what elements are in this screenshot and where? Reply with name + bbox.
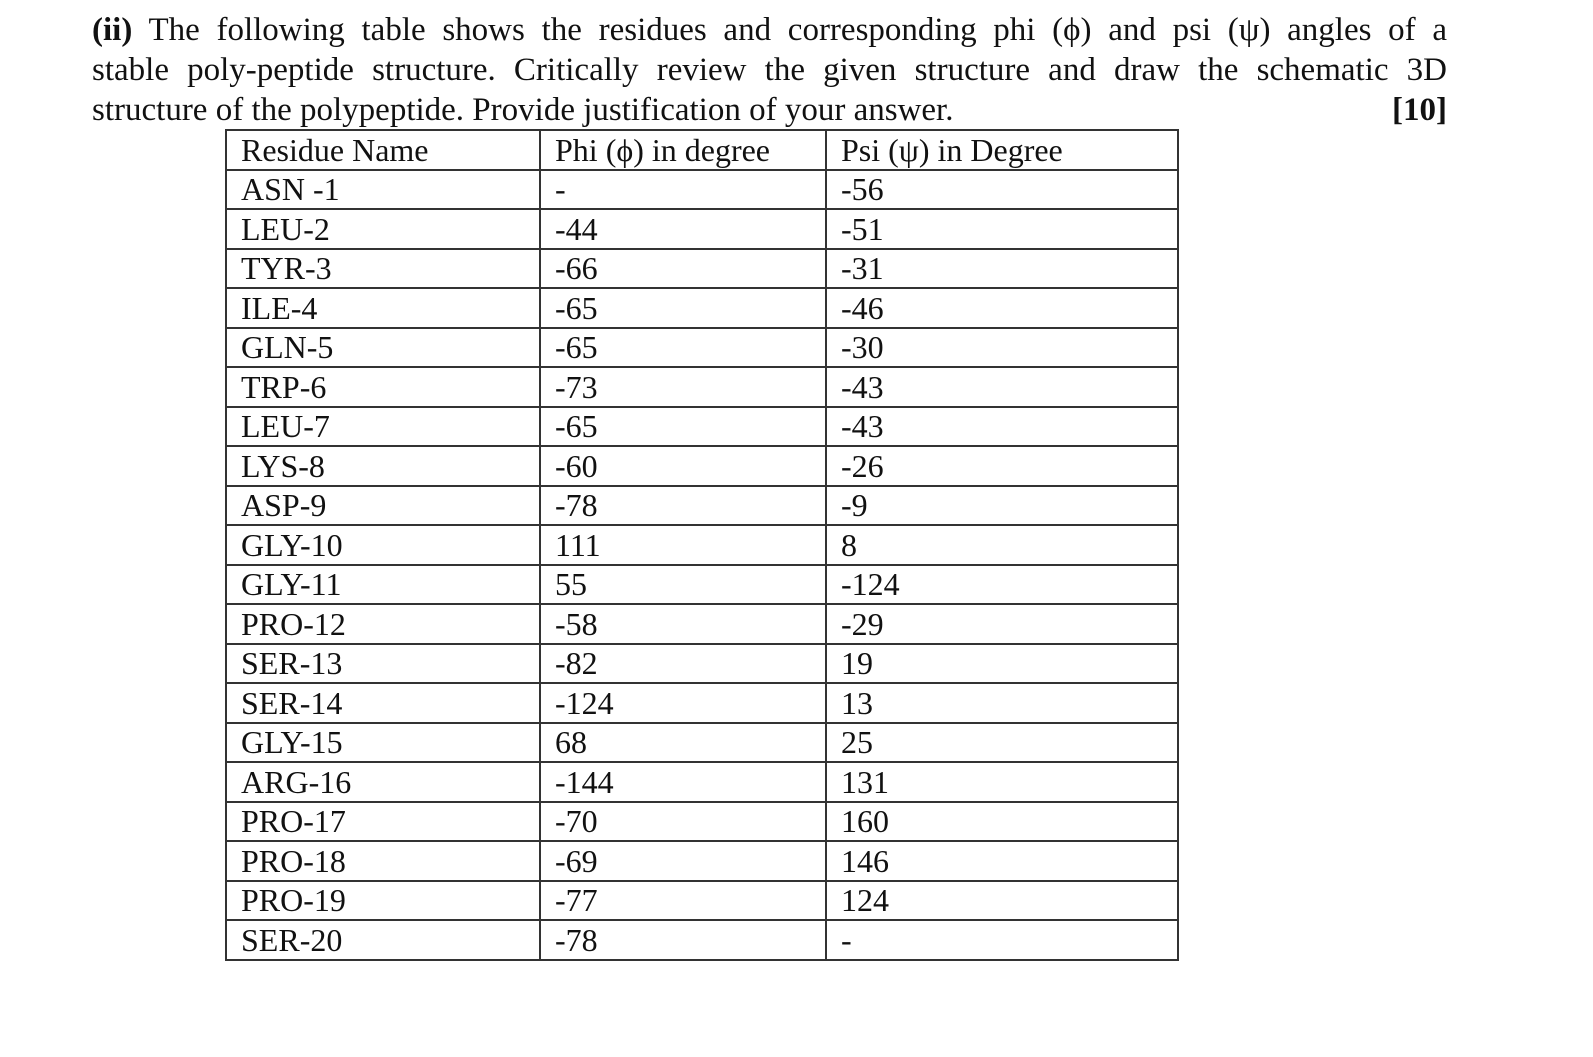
question-line-2: stable poly-peptide structure. Critically review the given structure and draw the schematic 3D (92, 52, 1447, 88)
residue-name-cell: SER-20 (226, 920, 540, 960)
residue-name-cell: GLY-11 (226, 565, 540, 605)
table-body (226, 170, 1178, 960)
table-row (226, 881, 1178, 921)
phi-cell: -66 (540, 249, 826, 289)
psi-cell: -56 (826, 170, 1178, 210)
residue-name-cell: ASP-9 (226, 486, 540, 526)
phi-cell: -69 (540, 841, 826, 881)
phi-cell: 68 (540, 723, 826, 763)
psi-cell: -26 (826, 446, 1178, 486)
psi-cell: 160 (826, 802, 1178, 842)
question-line-1 (92, 10, 1447, 50)
psi-cell: 124 (826, 881, 1178, 921)
residue-name-cell: SER-14 (226, 683, 540, 723)
residue-name-cell: GLY-15 (226, 723, 540, 763)
phi-cell: 55 (540, 565, 826, 605)
psi-cell: -43 (826, 407, 1178, 447)
table-row (226, 486, 1178, 526)
psi-cell: -9 (826, 486, 1178, 526)
question-number: (ii) (92, 12, 133, 48)
psi-cell: 19 (826, 644, 1178, 684)
residue-name-cell: TYR-3 (226, 249, 540, 289)
residue-name-cell: ILE-4 (226, 288, 540, 328)
phi-cell: -73 (540, 367, 826, 407)
table-row (226, 288, 1178, 328)
psi-cell: -29 (826, 604, 1178, 644)
header-psi: Psi (ψ) in Degree (826, 130, 1178, 170)
residue-name-cell: PRO-17 (226, 802, 540, 842)
table-row (226, 644, 1178, 684)
phi-cell: -44 (540, 209, 826, 249)
residue-name-cell: PRO-18 (226, 841, 540, 881)
psi-cell: -46 (826, 288, 1178, 328)
table-row (226, 407, 1178, 447)
phi-cell: -78 (540, 486, 826, 526)
psi-cell: -51 (826, 209, 1178, 249)
table-row (226, 723, 1178, 763)
table-row (226, 802, 1178, 842)
table-header-row (226, 130, 1178, 170)
table-row (226, 565, 1178, 605)
table-row (226, 328, 1178, 368)
marks-label: [10] (1392, 92, 1447, 128)
table-row (226, 604, 1178, 644)
phi-cell: -70 (540, 802, 826, 842)
residue-name-cell: TRP-6 (226, 367, 540, 407)
table-row (226, 249, 1178, 289)
phi-cell: - (540, 170, 826, 210)
phi-cell: -77 (540, 881, 826, 921)
psi-cell: 8 (826, 525, 1178, 565)
psi-cell: -124 (826, 565, 1178, 605)
header-phi: Phi (ϕ) in degree (540, 130, 826, 170)
psi-cell: -43 (826, 367, 1178, 407)
question-text (92, 10, 1447, 130)
question-line-3 (92, 90, 1447, 130)
residue-angles-table (225, 129, 1179, 961)
phi-cell: 111 (540, 525, 826, 565)
residue-name-cell: PRO-12 (226, 604, 540, 644)
table-row (226, 446, 1178, 486)
residue-name-cell: SER-13 (226, 644, 540, 684)
psi-cell: 13 (826, 683, 1178, 723)
residue-name-cell: GLN-5 (226, 328, 540, 368)
psi-cell: 131 (826, 762, 1178, 802)
question-line-3-text: structure of the polypeptide. Provide justification of your answer. (92, 92, 954, 128)
table-row (226, 841, 1178, 881)
psi-cell: -30 (826, 328, 1178, 368)
residue-name-cell: ARG-16 (226, 762, 540, 802)
psi-cell: - (826, 920, 1178, 960)
phi-cell: -65 (540, 288, 826, 328)
table-row (226, 209, 1178, 249)
table-row (226, 762, 1178, 802)
phi-cell: -58 (540, 604, 826, 644)
residue-name-cell: LEU-2 (226, 209, 540, 249)
psi-cell: 146 (826, 841, 1178, 881)
table-row (226, 170, 1178, 210)
residue-name-cell: GLY-10 (226, 525, 540, 565)
phi-cell: -78 (540, 920, 826, 960)
phi-cell: -82 (540, 644, 826, 684)
psi-cell: 25 (826, 723, 1178, 763)
table-row (226, 525, 1178, 565)
residue-name-cell: ASN -1 (226, 170, 540, 210)
question-line-1-text: The following table shows the residues and corresponding phi (ϕ) and psi (ψ) angles of a (148, 12, 1447, 48)
residue-name-cell: LEU-7 (226, 407, 540, 447)
table-row (226, 920, 1178, 960)
phi-cell: -60 (540, 446, 826, 486)
residue-name-cell: PRO-19 (226, 881, 540, 921)
header-residue-name: Residue Name (226, 130, 540, 170)
table-row (226, 683, 1178, 723)
phi-cell: -144 (540, 762, 826, 802)
phi-cell: -124 (540, 683, 826, 723)
residue-name-cell: LYS-8 (226, 446, 540, 486)
phi-cell: -65 (540, 328, 826, 368)
table-row (226, 367, 1178, 407)
phi-cell: -65 (540, 407, 826, 447)
psi-cell: -31 (826, 249, 1178, 289)
